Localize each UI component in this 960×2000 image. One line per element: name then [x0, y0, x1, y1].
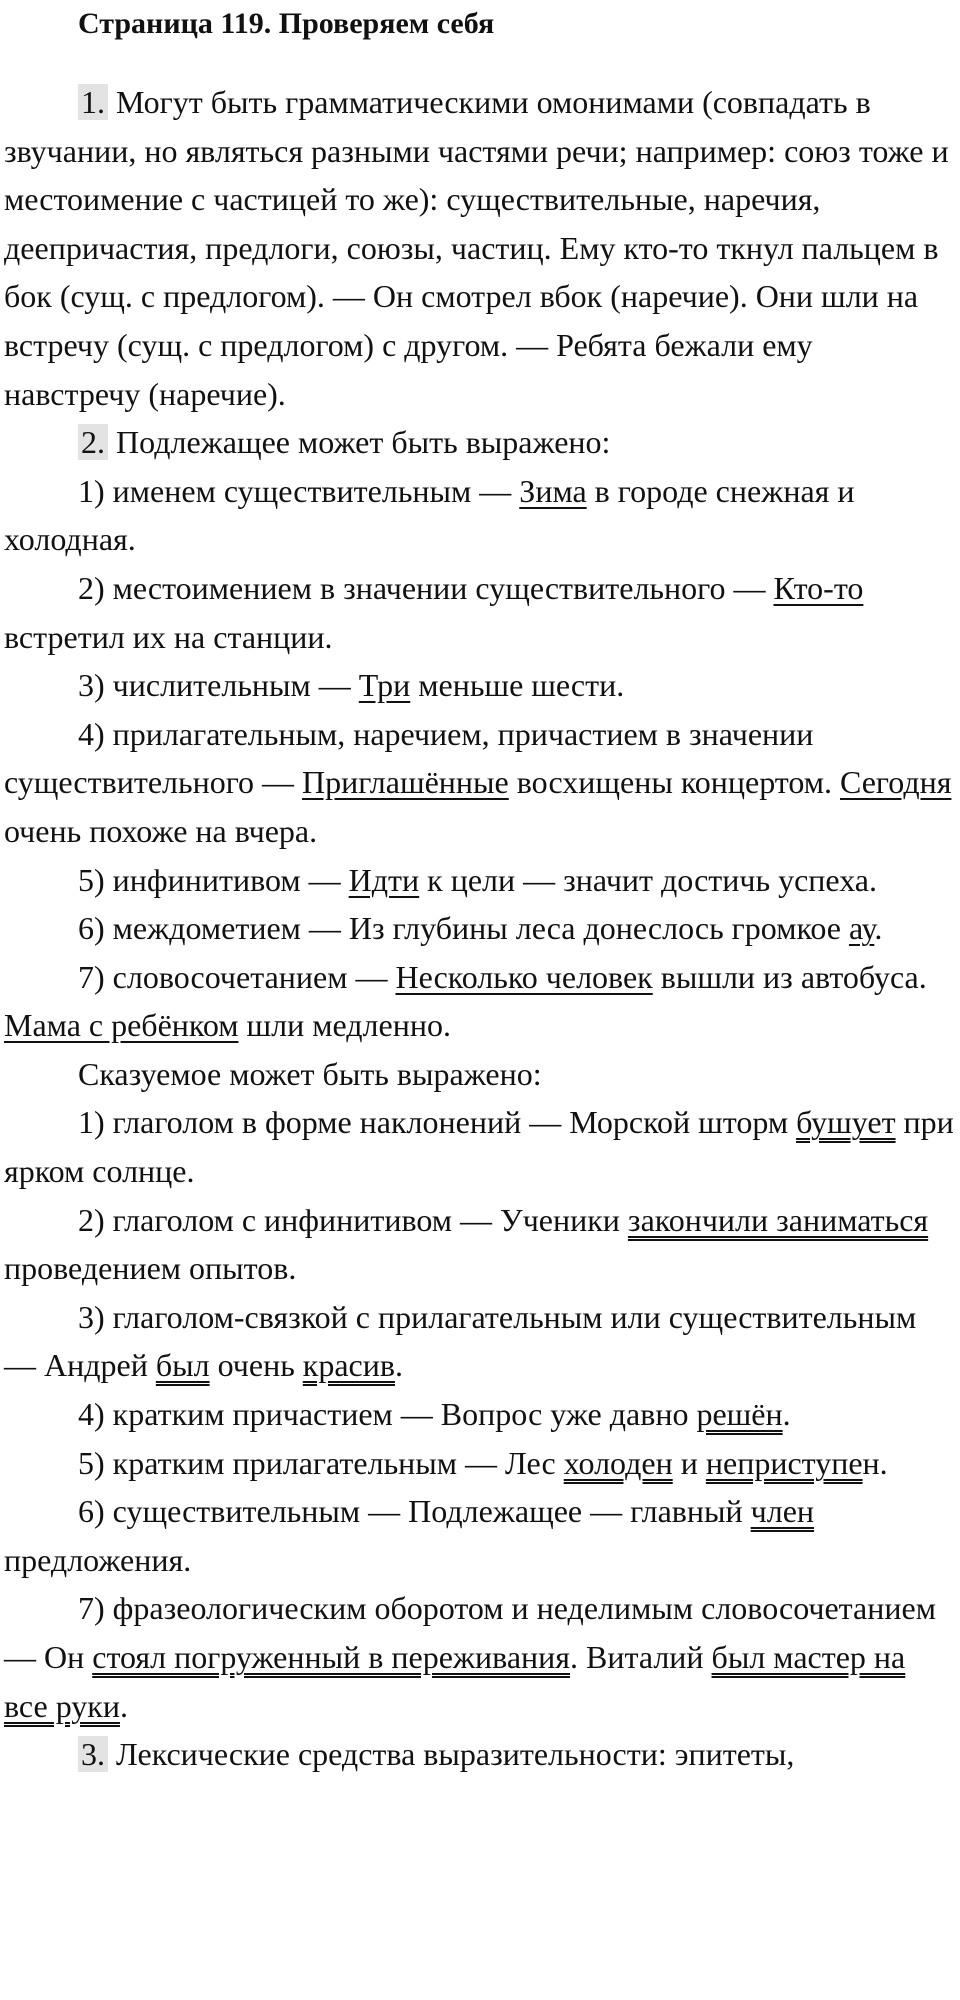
subject-underline: Три [358, 667, 411, 704]
text-run: 3) глаголом-связкой с прилагательным или существительным — Андрей [4, 1298, 917, 1384]
predicate-underline: красив [302, 1347, 395, 1384]
subject-underline: Мама с ребёнком [4, 1007, 239, 1044]
text-run: очень [209, 1347, 303, 1384]
text-run: Подлежащее может быть выражено: [108, 424, 611, 461]
paragraph [4, 953, 954, 1050]
paragraph [4, 710, 954, 856]
text-run: при ярком солнце. [4, 1104, 954, 1190]
text-run: 5) инфинитивом — [78, 861, 349, 898]
item-number: 1. [78, 84, 108, 120]
item-number: 3. [78, 1736, 108, 1772]
text-run: 2) глаголом с инфинитивом — Ученики [78, 1201, 628, 1238]
subject-underline: Кто-то [773, 569, 864, 606]
predicate-underline: бушует [796, 1104, 896, 1141]
text-run: Лексические средства выразительности: эпитеты, [108, 1736, 795, 1773]
text-run: Могут быть грамматическими омонимами (совпадать в звучании, но являться разными частями речи; например: союз тоже и местоимение с частицей то же): существительные, наречия, деепричастия, предлоги, союзы, частиц. Ему кто-то ткнул пальцем в бок (сущ. с предлогом). — Он смотрел вбок (наречие). Они шли на встречу (сущ. с предлогом) с другом. — Ребята бежали ему навстречу (наречие). [4, 84, 949, 412]
text-run: проведением опытов. [4, 1250, 297, 1287]
text-run: шли медленно. [238, 1007, 451, 1044]
text-run: вышли из автобуса. [652, 958, 927, 995]
subject-underline: Приглашённые [302, 764, 509, 801]
text-run: в городе снежная и холодная. [4, 472, 855, 558]
text-run: Сказуемое может быть выражено: [78, 1055, 542, 1092]
text-run: и [672, 1444, 706, 1481]
text-run: 2) местоимением в значении существительного — [78, 569, 774, 606]
text-run: . [782, 1396, 791, 1433]
text-run: к цели — значит достичь успеха. [419, 861, 877, 898]
text-run: меньше шести. [410, 667, 625, 704]
predicate-underline: закончили заниматься [627, 1201, 929, 1238]
text-run: . [119, 1687, 128, 1724]
subject-underline: Зима [519, 472, 587, 509]
text-run: 6) существительным — Подлежащее — главный [78, 1493, 751, 1530]
paragraph [4, 418, 954, 467]
subject-underline: Несколько человек [395, 958, 653, 995]
predicate-underline: решён [696, 1396, 783, 1433]
predicate-underline: холоден [563, 1444, 673, 1481]
paragraph [4, 1439, 954, 1488]
paragraph [4, 1098, 954, 1195]
paragraph [4, 78, 954, 418]
text-run: 5) кратким прилагательным — Лес [78, 1444, 564, 1481]
item-number: 2. [78, 424, 108, 460]
paragraph [4, 1730, 954, 1779]
paragraph [4, 1050, 954, 1099]
text-run: 3) числительным — [78, 667, 359, 704]
predicate-underline: неприступе [705, 1444, 863, 1481]
paragraph [4, 904, 954, 953]
paragraph [4, 1390, 954, 1439]
text-run: 4) кратким причастием — Вопрос уже давно [78, 1396, 697, 1433]
text-run: 1) именем существительным — [78, 472, 520, 509]
text-run: 6) междометием — Из глубины леса донеслось громкое [78, 910, 849, 947]
predicate-underline: член [750, 1493, 815, 1530]
predicate-underline: был мастер на все руки [4, 1639, 906, 1724]
text-run: . [874, 910, 883, 947]
subject-underline: Сегодня [839, 764, 952, 801]
text-run: 7) фразеологическим оборотом и неделимым словосочетанием — Он [4, 1590, 936, 1675]
paragraph [4, 467, 954, 564]
text-run: восхищены концертом. [508, 764, 840, 801]
text-run: 7) словосочетанием — [78, 958, 396, 995]
paragraph [4, 661, 954, 710]
text-run: встретил их на станции. [4, 618, 333, 655]
subject-underline: ау [848, 910, 875, 947]
text-run: . [394, 1347, 403, 1384]
text-run: очень похоже на вчера. [4, 812, 318, 849]
text-run: предложения. [4, 1541, 192, 1578]
subject-underline: Идти [348, 861, 420, 898]
paragraph [4, 1487, 954, 1584]
paragraph [4, 856, 954, 905]
text-run: н. [862, 1444, 888, 1481]
text-run: 1) глаголом в форме наклонений — Морской шторм [78, 1104, 797, 1141]
paragraph [4, 1584, 954, 1730]
page-title: Страница 119. Проверяем себя [78, 7, 495, 40]
paragraph [4, 1196, 954, 1293]
text-run: . Виталий [569, 1639, 712, 1675]
predicate-underline: стоял погруженный в переживания [92, 1639, 570, 1675]
text-run: 4) прилагательным, наречием, причастием в значении существительного — [4, 715, 814, 801]
paragraph [4, 1293, 954, 1390]
document-body [4, 78, 954, 1779]
paragraph [4, 564, 954, 661]
predicate-underline: был [155, 1347, 210, 1384]
